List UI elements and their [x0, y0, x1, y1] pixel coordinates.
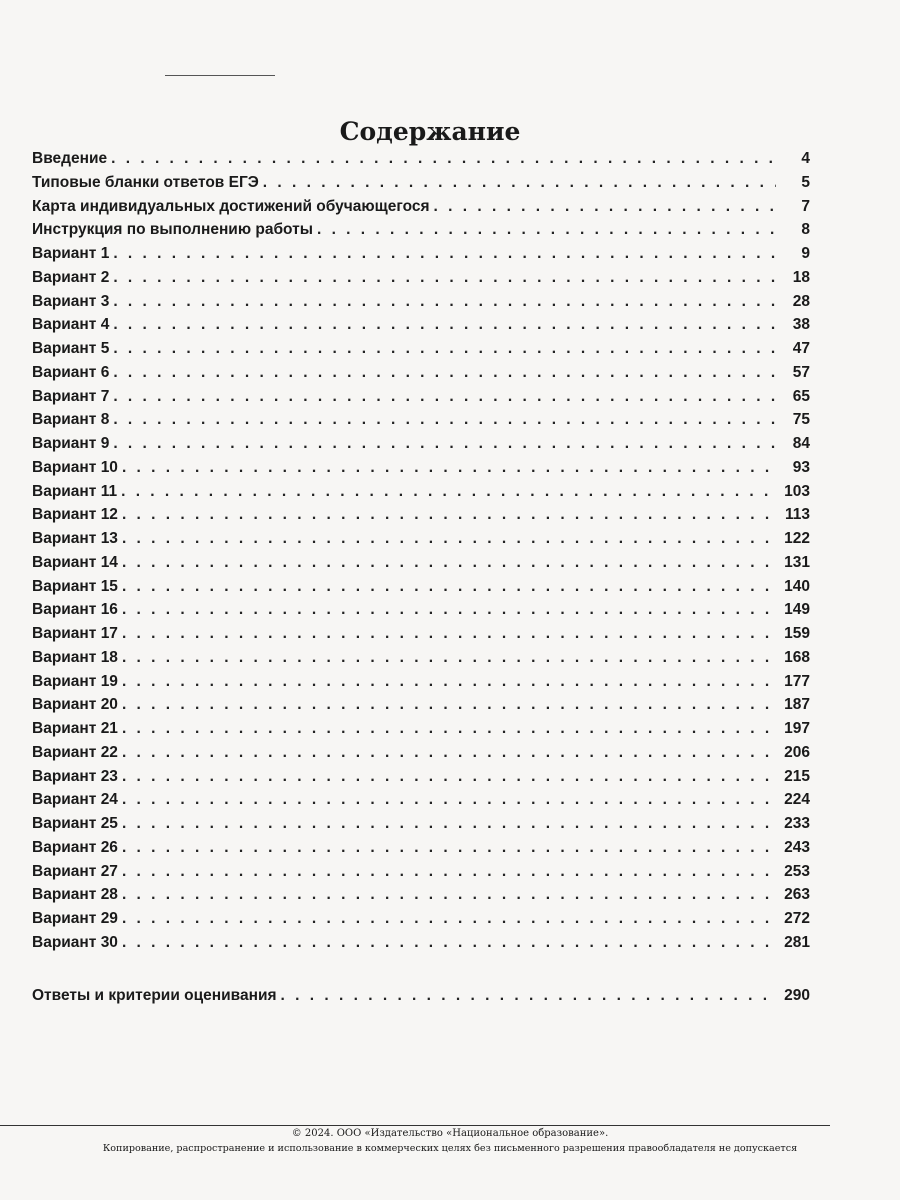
dot-leader	[122, 578, 776, 596]
toc-entry-label: Карта индивидуальных достижений обучающегося	[32, 197, 430, 215]
footer-notice: Копирование, распространение и использование в коммерческих целях без письменного разрешения правообладателя не допускается	[102, 1143, 798, 1154]
decorative-rule	[165, 75, 275, 76]
toc-entry-page: 177	[784, 672, 810, 690]
toc-entry[interactable]	[32, 744, 810, 768]
toc-entry[interactable]	[32, 934, 810, 958]
toc-entry-label: Введение	[32, 150, 108, 167]
dot-leader	[122, 791, 776, 809]
dot-leader	[122, 910, 776, 928]
toc-entry-page: 243	[784, 838, 810, 856]
dot-leader	[122, 601, 776, 619]
footer-divider	[0, 1125, 830, 1126]
toc-entry-label: Вариант 21	[32, 720, 118, 737]
toc-entry-page: 9	[801, 245, 810, 262]
dot-leader	[434, 198, 777, 216]
toc-entry-label: Вариант 16	[32, 601, 118, 619]
toc-entry-label: Вариант 25	[32, 815, 118, 832]
toc-entry-page: 93	[792, 458, 810, 476]
toc-entry-label: Вариант 15	[32, 577, 118, 595]
dot-leader	[281, 987, 776, 1005]
table-of-contents	[32, 150, 810, 1010]
toc-entry-page: 4	[801, 150, 810, 167]
toc-entry-label: Вариант 4	[32, 316, 110, 334]
toc-entry[interactable]	[32, 601, 810, 625]
toc-entry-page: 47	[792, 340, 810, 357]
toc-entry-label: Вариант 23	[32, 767, 118, 785]
dot-leader	[122, 886, 776, 904]
toc-entry-label: Вариант 11	[32, 482, 118, 500]
toc-entry-page: 168	[784, 648, 810, 666]
toc-entry[interactable]	[32, 791, 810, 815]
footer-copyright: © 2024. ООО «Издательство «Национальное образование».	[291, 1128, 609, 1139]
toc-entry[interactable]	[32, 863, 810, 887]
toc-entry-label: Вариант 12	[32, 506, 118, 524]
toc-entry[interactable]	[32, 649, 810, 673]
toc-entry-page: 263	[784, 886, 810, 904]
dot-leader	[122, 815, 776, 833]
toc-entry-label: Вариант 14	[32, 553, 118, 571]
toc-entry-page: 65	[792, 387, 810, 405]
dot-leader	[122, 530, 776, 548]
toc-entry[interactable]	[32, 910, 810, 934]
toc-entry[interactable]	[32, 554, 810, 578]
dot-leader	[317, 221, 776, 239]
toc-entry-page: 103	[784, 482, 810, 500]
toc-entry-page: 84	[792, 435, 810, 452]
toc-entry-label: Вариант 3	[32, 292, 110, 310]
dot-leader	[122, 459, 776, 477]
toc-entry[interactable]	[32, 815, 810, 839]
toc-entry[interactable]	[32, 364, 810, 388]
toc-entry-page: 290	[784, 986, 810, 1004]
dot-leader	[122, 934, 776, 952]
toc-entry-page: 206	[784, 743, 810, 761]
toc-entry-label: Вариант 17	[32, 625, 118, 642]
dot-leader	[122, 863, 776, 881]
dot-leader	[113, 245, 776, 263]
toc-entry[interactable]	[32, 578, 810, 602]
toc-entry-label: Вариант 27	[32, 862, 118, 880]
toc-entry-label: Вариант 6	[32, 363, 110, 381]
toc-entry-page: 253	[784, 862, 810, 880]
dot-leader	[122, 649, 776, 667]
toc-entry[interactable]	[32, 768, 810, 792]
toc-entry-page: 224	[784, 791, 810, 809]
toc-entry[interactable]	[32, 198, 810, 222]
dot-leader	[122, 625, 776, 643]
toc-entry-label: Ответы и критерии оценивания	[32, 986, 277, 1004]
toc-entry[interactable]	[32, 293, 810, 317]
toc-entry[interactable]	[32, 269, 810, 293]
toc-entry[interactable]	[32, 506, 810, 530]
dot-leader	[113, 340, 776, 358]
toc-entry-label: Вариант 28	[32, 886, 118, 904]
toc-entry-page: 18	[792, 268, 810, 286]
toc-entry[interactable]	[32, 483, 810, 507]
toc-entry-label: Вариант 29	[32, 910, 118, 927]
toc-entry-page: 57	[792, 363, 810, 381]
toc-entry[interactable]	[32, 530, 810, 554]
dot-leader	[122, 720, 776, 738]
toc-entry[interactable]	[32, 221, 810, 245]
dot-leader	[113, 293, 776, 311]
dot-leader	[122, 839, 776, 857]
toc-entry-page: 5	[801, 173, 810, 191]
toc-entry[interactable]	[32, 625, 810, 649]
toc-entry-page: 233	[784, 815, 810, 832]
toc-entry[interactable]	[32, 720, 810, 744]
toc-entry-label: Вариант 8	[32, 411, 110, 429]
toc-entry[interactable]	[32, 150, 810, 174]
toc-entry[interactable]	[32, 435, 810, 459]
dot-leader	[113, 316, 776, 334]
toc-entry-label: Вариант 7	[32, 387, 110, 405]
dot-leader	[122, 673, 776, 691]
toc-entry-page: 131	[784, 553, 810, 571]
toc-entry-label: Вариант 30	[32, 933, 118, 951]
dot-leader	[121, 483, 776, 501]
toc-entry-page: 7	[801, 197, 810, 215]
toc-entry[interactable]	[32, 340, 810, 364]
toc-entry[interactable]	[32, 388, 810, 412]
toc-entry-page: 215	[784, 767, 810, 785]
toc-entry-label: Вариант 1	[32, 245, 110, 262]
toc-entry-page: 113	[784, 506, 810, 524]
toc-entry-page: 281	[784, 933, 810, 951]
toc-entry-page: 28	[792, 292, 810, 310]
dot-leader	[122, 768, 776, 786]
toc-entry[interactable]	[32, 459, 810, 483]
toc-entry-label: Вариант 9	[32, 435, 110, 452]
page-title: Содержание	[339, 116, 521, 146]
toc-entry-label: Вариант 18	[32, 648, 118, 666]
dot-leader	[111, 150, 776, 168]
dot-leader	[122, 554, 776, 572]
toc-entry-label: Вариант 26	[32, 838, 118, 856]
toc-entry[interactable]	[32, 886, 810, 910]
toc-entry[interactable]	[32, 174, 810, 198]
toc-entry-page: 122	[784, 530, 810, 547]
toc-entry[interactable]	[32, 316, 810, 340]
toc-entry-page: 187	[784, 696, 810, 714]
toc-entry-label: Инструкция по выполнению работы	[32, 221, 313, 239]
toc-entry[interactable]	[32, 245, 810, 269]
toc-entry-page: 149	[784, 601, 810, 619]
dot-leader	[113, 435, 776, 453]
dot-leader	[122, 506, 776, 524]
dot-leader	[122, 696, 776, 714]
dot-leader	[113, 388, 776, 406]
dot-leader	[113, 269, 776, 287]
toc-entry[interactable]	[32, 839, 810, 863]
toc-entry-label: Вариант 2	[32, 268, 110, 286]
toc-entry-answers[interactable]	[32, 987, 810, 1011]
toc-entry-label: Вариант 13	[32, 530, 118, 547]
dot-leader	[113, 364, 776, 382]
toc-entry-label: Вариант 20	[32, 696, 118, 714]
toc-entry-page: 75	[792, 411, 810, 429]
toc-entry-label: Вариант 19	[32, 672, 118, 690]
toc-entry-label: Типовые бланки ответов ЕГЭ	[32, 173, 259, 191]
toc-entry-page: 159	[784, 625, 810, 642]
toc-entry[interactable]	[32, 411, 810, 435]
dot-leader	[122, 744, 776, 762]
toc-entry-page: 272	[784, 910, 810, 927]
toc-entry-page: 8	[801, 221, 810, 239]
toc-entry-page: 38	[792, 316, 810, 334]
toc-entry-label: Вариант 24	[32, 791, 118, 809]
toc-entry-page: 140	[784, 577, 810, 595]
dot-leader	[113, 411, 776, 429]
toc-entry-page: 197	[784, 720, 810, 737]
toc-entry-label: Вариант 22	[32, 743, 118, 761]
toc-entry-label: Вариант 10	[32, 458, 118, 476]
dot-leader	[263, 174, 776, 192]
toc-entry[interactable]	[32, 696, 810, 720]
toc-entry-label: Вариант 5	[32, 340, 110, 357]
toc-entry[interactable]	[32, 673, 810, 697]
